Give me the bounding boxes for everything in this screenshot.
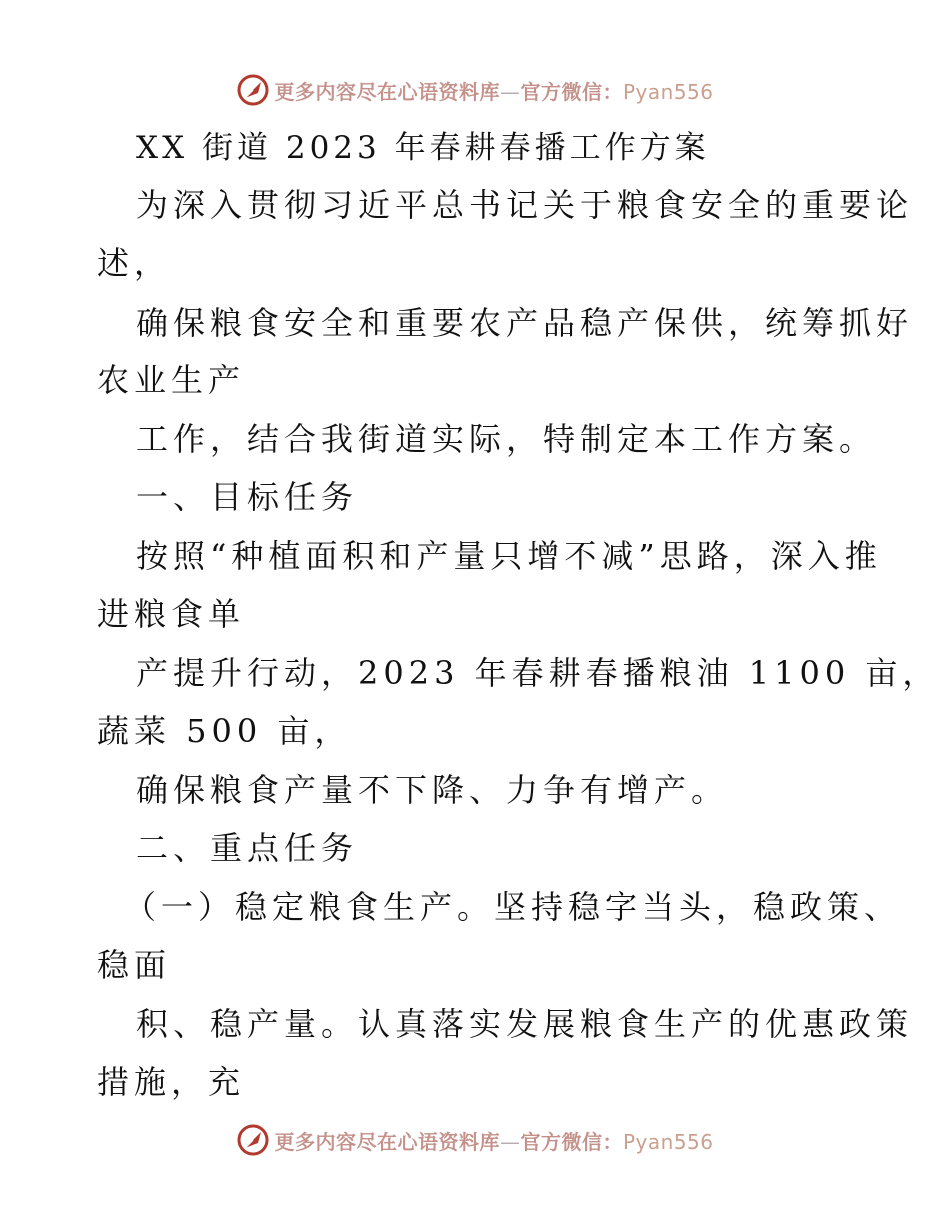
promo-text <box>274 1126 713 1155</box>
header-promo-banner <box>0 70 950 110</box>
quill-logo-icon <box>236 1123 270 1157</box>
paragraph-line: 为深入贯彻习近平总书记关于粮食安全的重要论 <box>136 186 914 224</box>
paragraph-line: 措施，充 <box>97 1063 246 1101</box>
promo-separator: — <box>499 79 521 104</box>
paragraph-line: 产提升行动，2023 年春耕春播粮油 1100 亩， <box>136 654 940 692</box>
promo-wechat-id: Pyan556 <box>622 1129 714 1154</box>
promo-contact-label: 官方微信： <box>520 1129 623 1154</box>
paragraph-line: 确保粮食安全和重要农产品稳产保供，统筹抓好 <box>136 304 914 342</box>
promo-wechat-id: Pyan556 <box>622 79 714 104</box>
paragraph-line: 积、稳产量。认真落实发展粮食生产的优惠政策 <box>136 1005 914 1043</box>
promo-main-text: 更多内容尽在心语资料库 <box>274 79 500 104</box>
paragraph-line: 工作，结合我街道实际，特制定本工作方案。 <box>136 420 877 458</box>
paragraph-line: 述， <box>97 244 172 282</box>
paragraph-line: 农业生产 <box>97 361 246 399</box>
promo-separator: — <box>499 1129 521 1154</box>
footer-promo-banner <box>0 1120 950 1160</box>
promo-text <box>274 76 713 105</box>
paragraph-line: 进粮食单 <box>97 595 246 633</box>
promo-contact-label: 官方微信： <box>520 79 623 104</box>
paragraph-line: 按照“种植面积和产量只增不减”思路，深入推 <box>136 537 882 575</box>
section-heading: 一、目标任务 <box>136 478 359 516</box>
paragraph-line: 稳面 <box>97 946 172 984</box>
promo-main-text: 更多内容尽在心语资料库 <box>274 1129 500 1154</box>
paragraph-line: 确保粮食产量不下降、力争有增产。 <box>136 771 729 809</box>
section-heading: 二、重点任务 <box>136 829 359 867</box>
subsection-line: （一）稳定粮食生产。坚持稳字当头，稳政策、 <box>124 888 902 926</box>
quill-logo-icon <box>236 73 270 107</box>
document-title: XX 街道 2023 年春耕春播工作方案 <box>136 130 710 166</box>
paragraph-line: 蔬菜 500 亩， <box>97 712 352 750</box>
